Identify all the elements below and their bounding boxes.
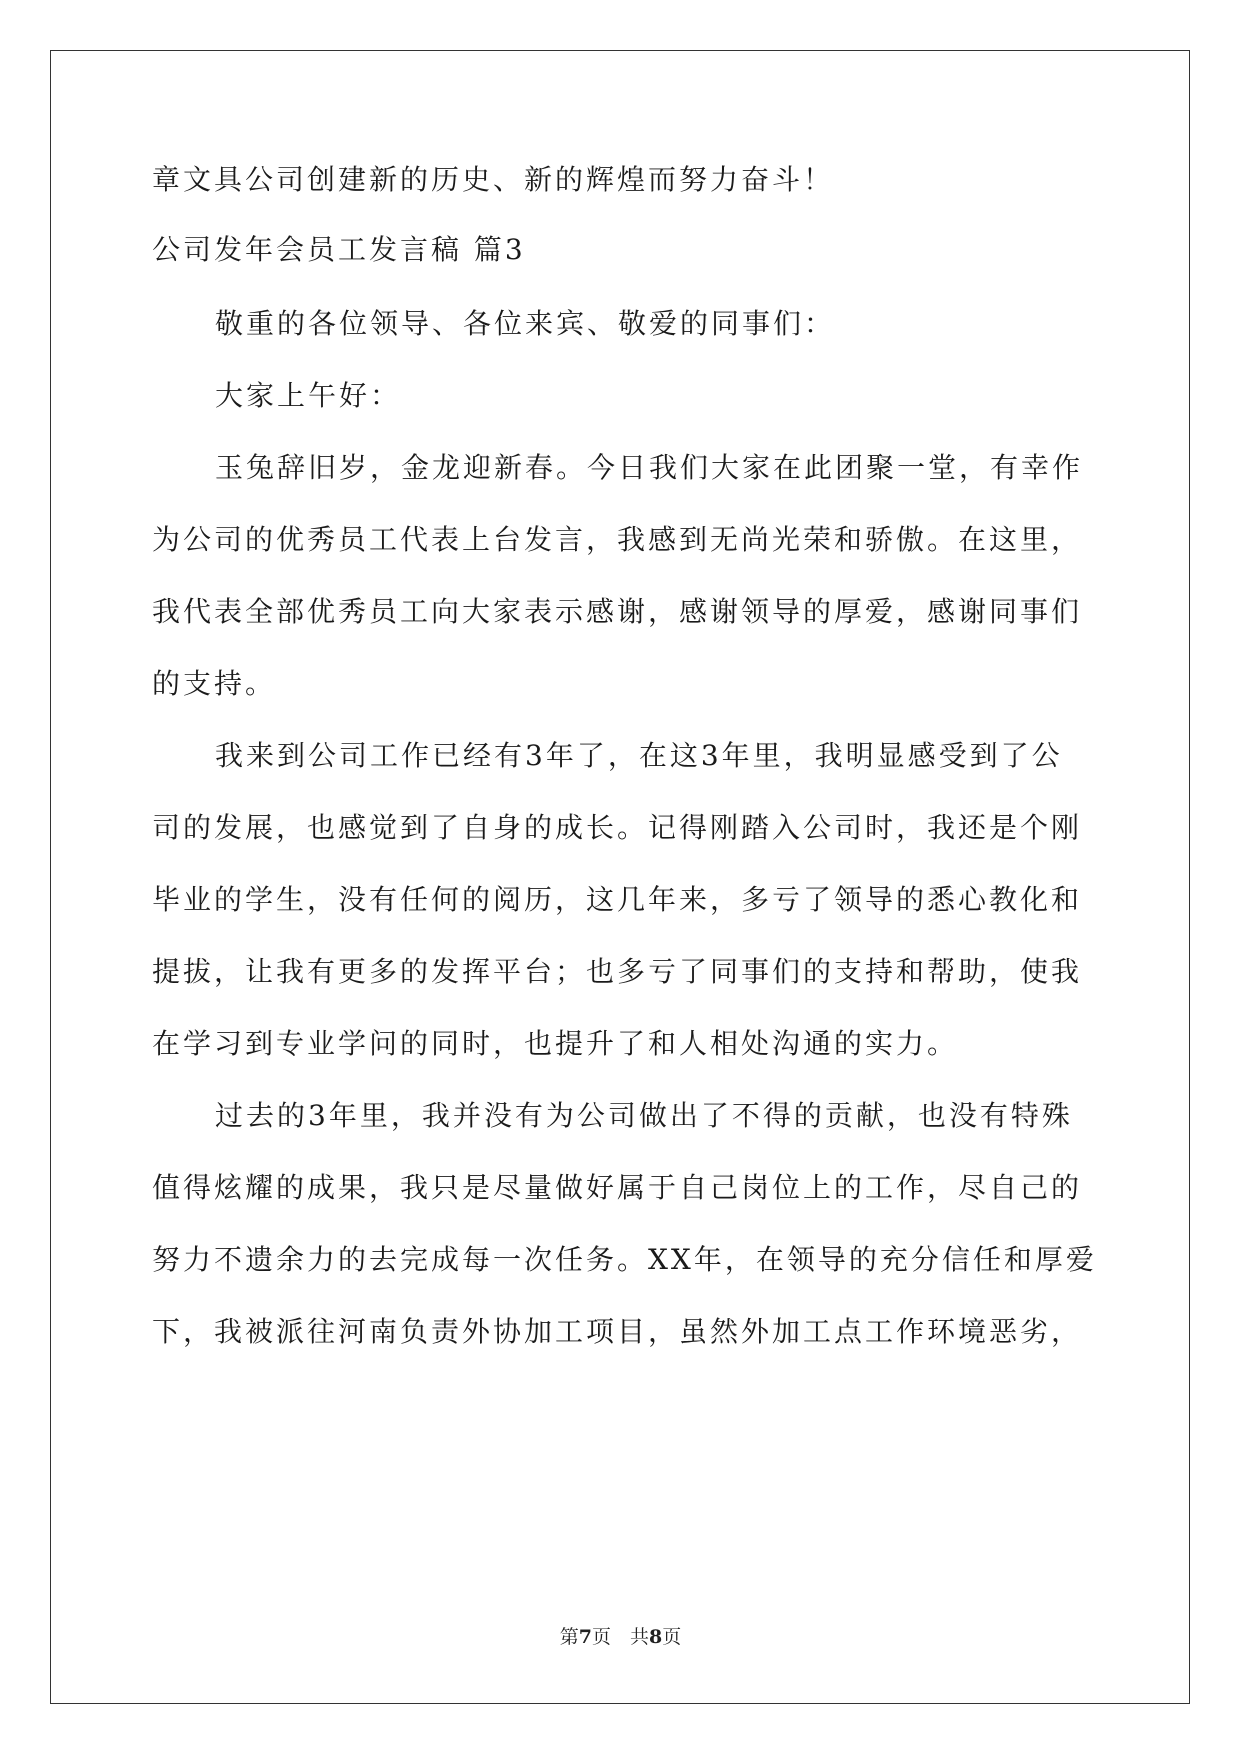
page-border: [50, 50, 1190, 1704]
text-line: 的支持。: [152, 667, 277, 700]
text-line: 努力不遗余力的去完成每一次任务。XX年，在领导的充分信任和厚爱: [152, 1243, 1097, 1276]
total-pages-number: 8: [649, 1626, 663, 1648]
page-footer: [0, 1622, 1241, 1649]
text-line: 司的发展，也感觉到了自身的成长。记得刚踏入公司时，我还是个刚: [152, 811, 1083, 844]
text-line: 下，我被派往河南负责外协加工项目，虽然外加工点工作环境恶劣，: [152, 1315, 1083, 1348]
footer-mid: 页 共: [591, 1626, 649, 1648]
text-line: 我来到公司工作已经有3年了，在这3年里，我明显感受到了公: [215, 739, 1063, 772]
footer-prefix: 第: [559, 1626, 579, 1648]
greeting: 大家上午好：: [215, 379, 402, 412]
text-line: 值得炫耀的成果，我只是尽量做好属于自己岗位上的工作，尽自己的: [152, 1171, 1083, 1204]
text-line: 在学习到专业学问的同时，也提升了和人相处沟通的实力。: [152, 1027, 959, 1060]
section-heading: 公司发年会员工发言稿 篇3: [152, 233, 526, 266]
text-line: 毕业的学生，没有任何的阅历，这几年来，多亏了领导的悉心教化和: [152, 883, 1083, 916]
text-line: 过去的3年里，我并没有为公司做出了不得的贡献，也没有特殊: [215, 1099, 1073, 1132]
text-line: 提拔，让我有更多的发挥平台；也多亏了同事们的支持和帮助，使我: [152, 955, 1083, 988]
text-line: 为公司的优秀员工代表上台发言，我感到无尚光荣和骄傲。在这里，: [152, 523, 1083, 556]
text-line: 章文具公司创建新的历史、新的辉煌而努力奋斗！: [152, 163, 835, 196]
footer-suffix: 页: [662, 1626, 682, 1648]
text-line: 我代表全部优秀员工向大家表示感谢，感谢领导的厚爱，感谢同事们: [152, 595, 1083, 628]
current-page-number: 7: [578, 1626, 592, 1648]
salutation: 敬重的各位领导、各位来宾、敬爱的同事们：: [215, 307, 836, 340]
text-line: 玉兔辞旧岁，金龙迎新春。今日我们大家在此团聚一堂，有幸作: [215, 451, 1084, 484]
